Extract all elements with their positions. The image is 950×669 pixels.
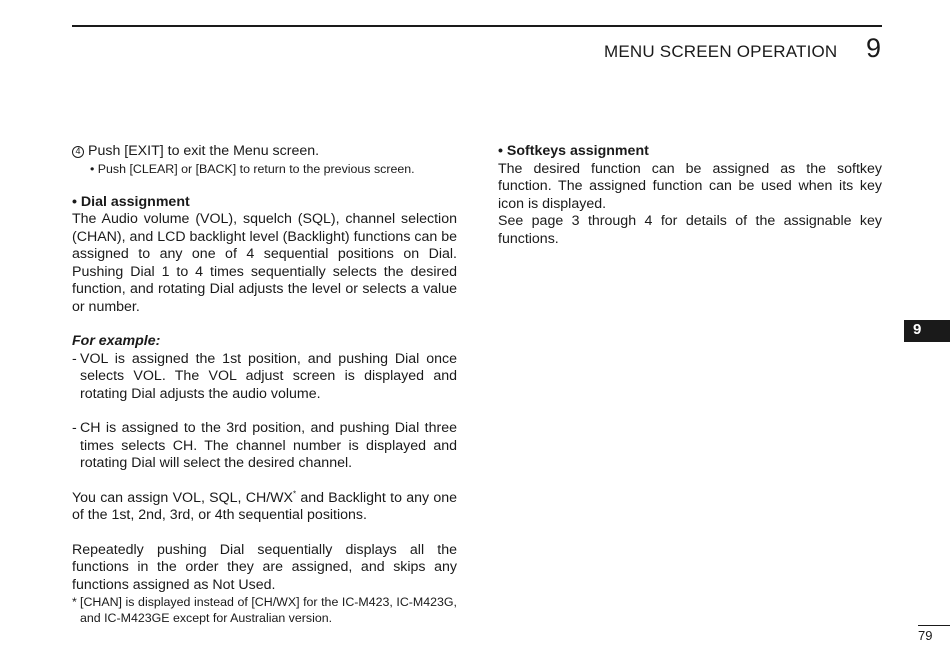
footnote-mark: * [72, 595, 77, 609]
footnote-text: [CHAN] is displayed instead of [CH/WX] for the IC-M423, IC-M423G, and IC-M423GE except for Australian version. [80, 595, 457, 625]
step-sub-bullet: • Push [CLEAR] or [BACK] to return to the previous screen. [90, 161, 415, 176]
dial-assignment-body: The Audio volume (VOL), squelch (SQL), channel selection (CHAN), and LCD backlight level (Backlight) functions can be assigned to any one of 4 sequential positions on Dial. Pushing Dial 1 to 4 times sequentially selects the desired function, and rotating Dial adjusts the level or selects a value or number. [72, 211, 457, 315]
step-number-badge: 4 [72, 146, 84, 158]
left-column [72, 143, 457, 626]
chapter-number: 9 [866, 33, 882, 63]
footnote-marker: * [293, 488, 297, 498]
page-number: 79 [918, 628, 933, 643]
softkeys-heading: • Softkeys assignment [498, 143, 649, 159]
section-title: MENU SCREEN OPERATION [604, 42, 838, 61]
chapter-side-tab [904, 320, 950, 342]
footnote [72, 594, 457, 626]
softkeys-see-page: See page 3 through 4 for details of the assignable key functions. [498, 213, 882, 247]
step-instruction [72, 143, 457, 161]
page-number-rule [918, 625, 950, 626]
example-item-text: CH is assigned to the 3rd position, and pushing Dial three times selects CH. The channel number is displayed and rotating Dial will select the desired channel. [80, 420, 457, 471]
assign-paragraph: You can assign VOL, SQL, CH/WX* and Backlight to any one of the 1st, 2nd, 3rd, or 4th sequential positions. [72, 488, 457, 523]
example-item-text: VOL is assigned the 1st position, and pushing Dial once selects VOL. The VOL adjust screen is displayed and rotating Dial adjusts the audio volume. [80, 350, 457, 402]
right-column [498, 143, 882, 248]
example-item: - CH is assigned to the 3rd position, and pushing Dial three times selects CH. The channel number is displayed and rotating Dial will select the desired channel. [72, 420, 457, 471]
dial-assignment-heading: • Dial assignment [72, 193, 190, 210]
side-tab-number: 9 [913, 321, 922, 338]
header-rule [72, 25, 882, 27]
softkeys-body: The desired function can be assigned as the softkey function. The assigned function can be used when its key icon is displayed. [498, 160, 882, 212]
repeat-paragraph: Repeatedly pushing Dial sequentially displays all the functions in the order they are assigned, and skips any functions assigned as Not Used. [72, 541, 457, 593]
step-text: Push [EXIT] to exit the Menu screen. [88, 143, 320, 159]
example-heading: For example: [72, 333, 161, 349]
example-item: - VOL is assigned the 1st position, and pushing Dial once selects VOL. The VOL adjust screen is displayed and rotating Dial adjusts the audio volume. [72, 350, 457, 402]
